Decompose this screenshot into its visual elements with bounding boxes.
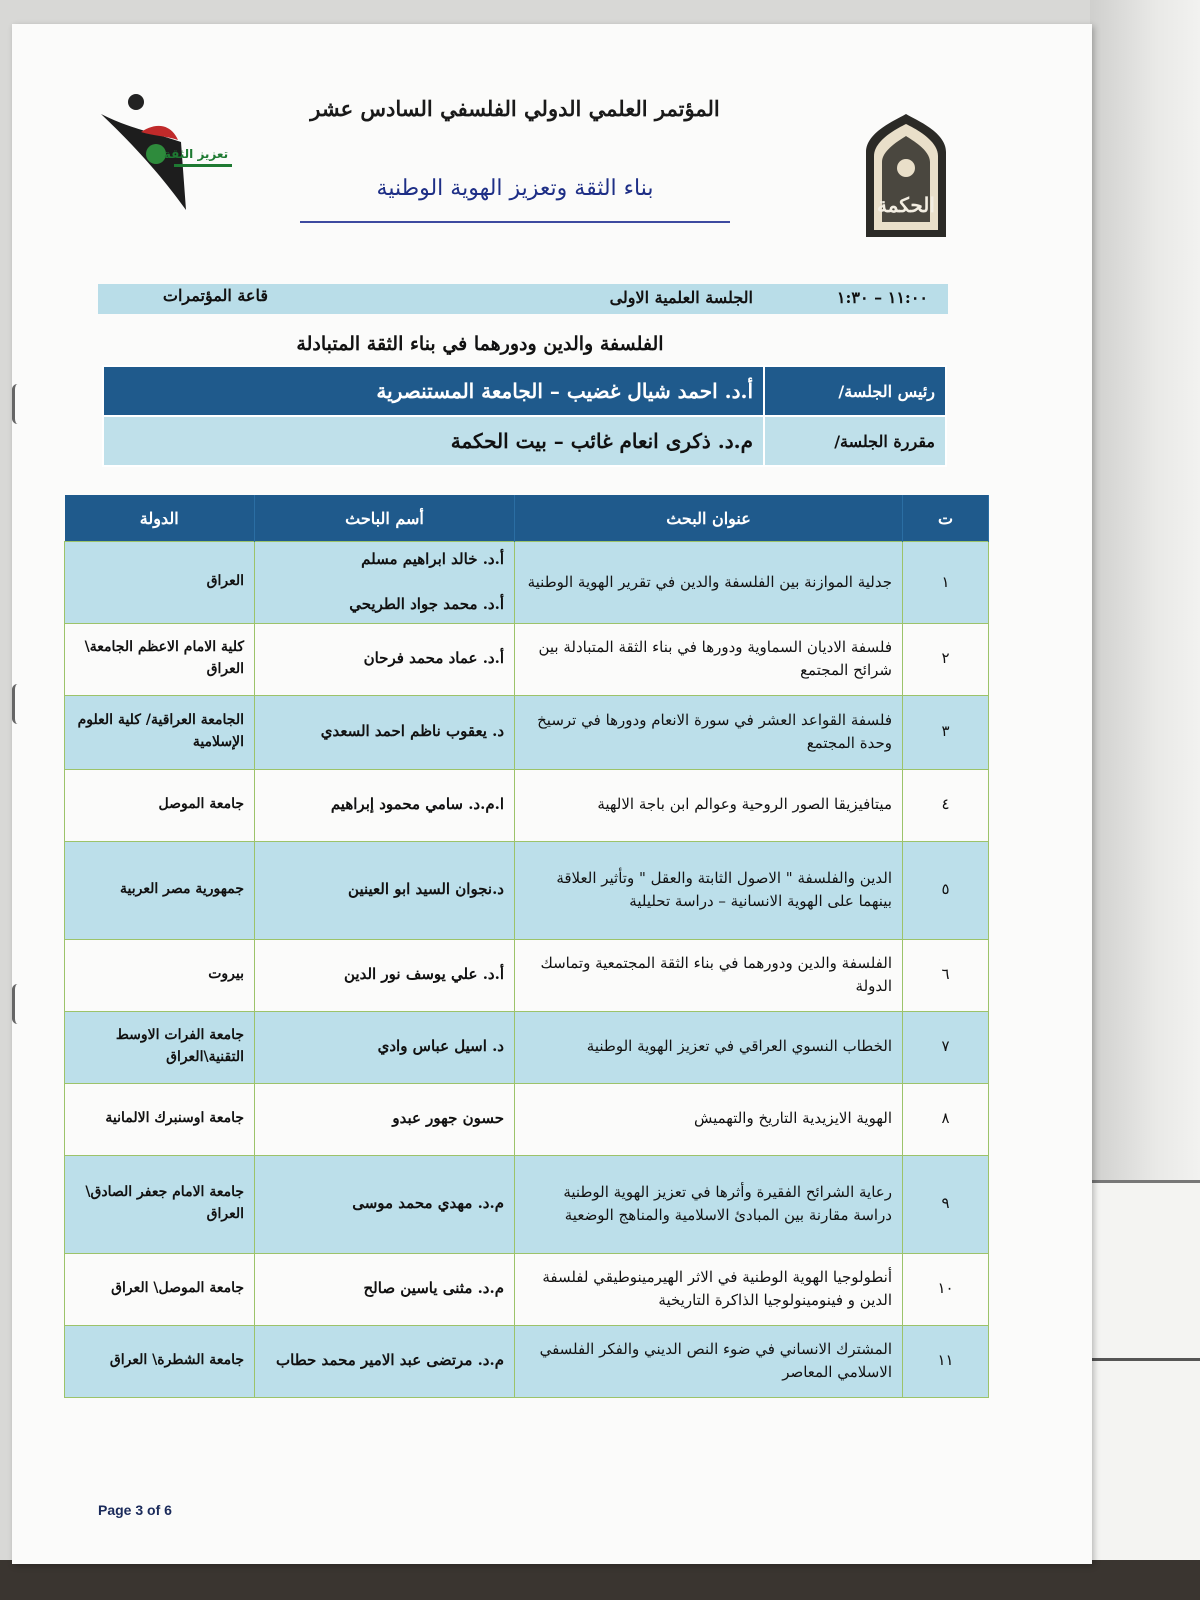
session-name: الجلسة العلمية الاولى [609, 288, 753, 307]
paper-title: رعاية الشرائح الفقيرة وأثرها في تعزيز الهوية الوطنية دراسة مقارنة بين المبادئ الاسلامية والمناهج الوضعية [515, 1155, 903, 1253]
header-title: عنوان البحث [515, 495, 903, 542]
logo-left-text: تعزيز الثقة [163, 147, 229, 161]
table-row [65, 1011, 989, 1083]
header-num: ت [903, 495, 989, 542]
paper-country: بيروت [65, 939, 255, 1011]
paper-country: جامعة الشطرة\ العراق [65, 1325, 255, 1397]
paper-authors [255, 1253, 515, 1325]
paper-country: جمهورية مصر العربية [65, 841, 255, 939]
row-number: ٢ [903, 623, 989, 695]
rapporteur-value: م.د. ذكرى انعام غائب – بيت الحكمة [103, 416, 764, 466]
paper-title: ميتافيزيقا الصور الروحية وعوالم ابن باجة الالهية [515, 769, 903, 841]
paper-title: الفلسفة والدين ودورهما في بناء الثقة المجتمعية وتماسك الدولة [515, 939, 903, 1011]
paper-country: جامعة الفرات الاوسط التقنية\العراق [65, 1011, 255, 1083]
row-number: ٥ [903, 841, 989, 939]
table-row [65, 1253, 989, 1325]
paper-title: الخطاب النسوي العراقي في تعزيز الهوية الوطنية [515, 1011, 903, 1083]
paper-authors [255, 769, 515, 841]
author-name: م.د. مرتضى عبد الامير محمد حطاب [276, 1351, 504, 1370]
session-hall: قاعة المؤتمرات [162, 286, 268, 305]
author-name: د.نجوان السيد ابو العينين [348, 880, 504, 899]
paper-title: جدلية الموازنة بين الفلسفة والدين في تقرير الهوية الوطنية [515, 542, 903, 624]
row-number: ١ [903, 542, 989, 624]
author-name: حسون جهور عبدو [392, 1109, 504, 1128]
row-number: ٨ [903, 1083, 989, 1155]
paper-authors [255, 939, 515, 1011]
trust-logo [96, 92, 246, 222]
author-name: أ.د. محمد جواد الطريحي [349, 595, 504, 614]
wisdom-house-logo [856, 112, 956, 242]
rapporteur-row [103, 416, 946, 466]
author-name: أ.د. خالد ابراهيم مسلم [361, 550, 504, 568]
table-row [65, 623, 989, 695]
table-row [65, 841, 989, 939]
paper-authors [255, 542, 515, 624]
session-bar [98, 284, 948, 314]
table-row [65, 1325, 989, 1397]
table-row [65, 695, 989, 769]
author-name: ا.م.د. سامي محمود إبراهيم [330, 795, 504, 814]
row-number: ٤ [903, 769, 989, 841]
conference-title: المؤتمر العلمي الدولي الفلسفي السادس عشر [310, 96, 720, 121]
session-time: ١١:٠٠ – ١:٣٠ [836, 288, 928, 307]
row-number: ١٠ [903, 1253, 989, 1325]
paper-authors [255, 1155, 515, 1253]
paper-authors [255, 623, 515, 695]
row-number: ٣ [903, 695, 989, 769]
author-name: م.د. مهدي محمد موسى [352, 1194, 504, 1213]
logo-right-text: الحكمة [877, 193, 935, 217]
table-row [65, 1155, 989, 1253]
paper-country: جامعة الامام جعفر الصادق\ العراق [65, 1155, 255, 1253]
paper-country: العراق [65, 542, 255, 624]
paper-country: كلية الامام الاعظم الجامعة\ العراق [65, 623, 255, 695]
paper-authors [255, 1011, 515, 1083]
paper-authors [255, 841, 515, 939]
author-name: د. يعقوب ناظم احمد السعدي [320, 722, 504, 741]
row-number: ٧ [903, 1011, 989, 1083]
paper-country: جامعة الموصل [65, 769, 255, 841]
author-name: د. اسيل عباس وادي [377, 1037, 504, 1056]
paper-title: الهوية الايزيدية التاريخ والتهميش [515, 1083, 903, 1155]
paper-title: أنطولوجيا الهوية الوطنية في الاثر الهيرمينوطيقي لفلسفة الدين و فينومينولوجيا الذاكرة التاريخية [515, 1253, 903, 1325]
paper-country: جامعة الموصل\ العراق [65, 1253, 255, 1325]
header-author: أسم الباحث [255, 495, 515, 542]
header-country: الدولة [65, 495, 255, 542]
author-name: أ.د. علي يوسف نور الدين [344, 965, 504, 984]
paper-title: الدين والفلسفة " الاصول الثابتة والعقل " وتأثير العلاقة بينهما على الهوية الانسانية – دراسة تحليلية [515, 841, 903, 939]
table-row [65, 1083, 989, 1155]
chair-value: أ.د. احمد شيال غضيب – الجامعة المستنصرية [103, 366, 764, 416]
paper-title: فلسفة القواعد العشر في سورة الانعام ودورها في ترسيخ وحدة المجتمع [515, 695, 903, 769]
session-topic: الفلسفة والدين ودورهما في بناء الثقة المتبادلة [296, 333, 664, 355]
conference-theme: بناء الثقة وتعزيز الهوية الوطنية [376, 176, 654, 201]
table-row [65, 769, 989, 841]
author-name: م.د. مثنى ياسين صالح [363, 1279, 504, 1298]
papers-table [64, 495, 989, 1398]
binding-rings [12, 384, 20, 1184]
page-number: Page 3 of 6 [98, 1502, 172, 1518]
paper-title: فلسفة الاديان السماوية ودورها في بناء الثقة المتبادلة بين شرائح المجتمع [515, 623, 903, 695]
session-officials-table [102, 365, 947, 467]
paper-authors [255, 1325, 515, 1397]
paper-title: المشترك الانساني في ضوء النص الديني والفكر الفلسفي الاسلامي المعاصر [515, 1325, 903, 1397]
header-divider [300, 221, 730, 223]
chair-label: رئيس الجلسة/ [764, 366, 946, 416]
rapporteur-label: مقررة الجلسة/ [764, 416, 946, 466]
papers-header-row [65, 495, 989, 542]
author-name: أ.د. عماد محمد فرحان [363, 649, 504, 668]
paper-country: جامعة اوسنبرك الالمانية [65, 1083, 255, 1155]
chair-row [103, 366, 946, 416]
row-number: ٩ [903, 1155, 989, 1253]
paper-authors [255, 695, 515, 769]
row-number: ١١ [903, 1325, 989, 1397]
paper-country: الجامعة العراقية/ كلية العلوم الإسلامية [65, 695, 255, 769]
background-bottom [0, 1560, 1200, 1600]
table-row [65, 542, 989, 624]
background-panel [1092, 1180, 1200, 1563]
paper-authors [255, 1083, 515, 1155]
table-row [65, 939, 989, 1011]
row-number: ٦ [903, 939, 989, 1011]
